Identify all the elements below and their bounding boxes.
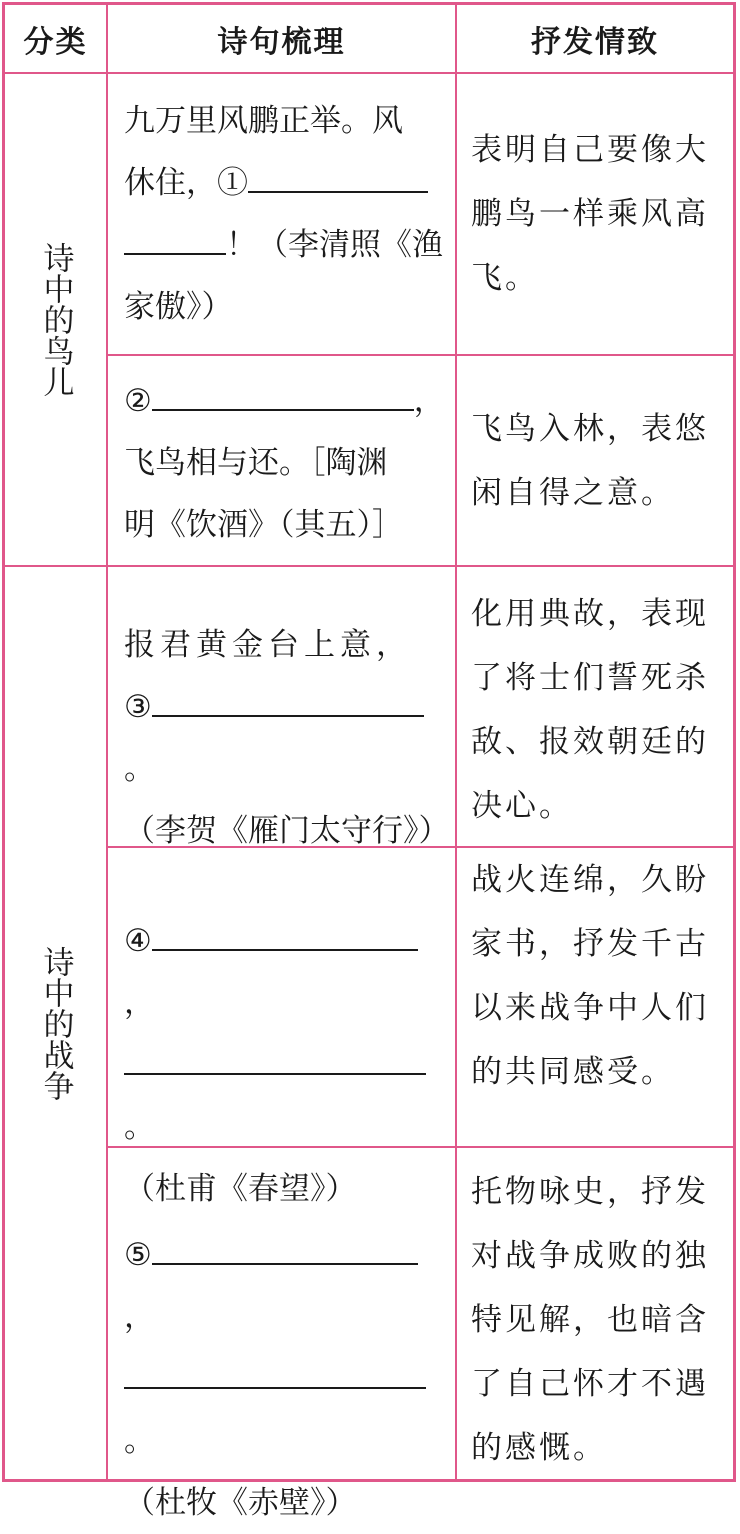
- row4-lines: ④， 。 （杜甫《春望》）: [108, 910, 455, 1146]
- row5-feeling: 托物咏史，抒发对战争成败的独特见解，也暗含了自己怀才不遇的感慨。: [471, 1174, 709, 1466]
- fill-blank-1[interactable]: [248, 161, 428, 193]
- row3-lines: 报君黄金台上意， ③。 （李贺《雁门太守行》）: [124, 627, 450, 849]
- table-border-right: [733, 2, 736, 1482]
- category-birds: 诗中的鸟儿: [37, 242, 74, 397]
- fill-blank-5[interactable]: [152, 1233, 418, 1265]
- row2-lines: ② ， 飞鸟相与还。［陶渊 明《饮酒》（其五）］: [108, 370, 455, 565]
- row1-lines: 九万里风鹏正举。风 休住，① ！（李清照《渔 家傲》）: [124, 103, 443, 325]
- header-category: 分类: [23, 24, 88, 60]
- fill-blank-1b[interactable]: [124, 223, 226, 255]
- fill-blank-4b[interactable]: [124, 1043, 426, 1075]
- header-lines: 诗句梳理: [217, 24, 346, 60]
- fill-blank-4[interactable]: [152, 919, 418, 951]
- fill-blank-3[interactable]: [152, 685, 424, 717]
- row1-feeling: 表明自己要像大鹏鸟一样乘风高飞。: [471, 132, 709, 296]
- row3-feeling: 化用典故，表现了将士们誓死杀敌、报效朝廷的决心。: [471, 596, 709, 824]
- group-divider: [2, 565, 736, 567]
- category-war: 诗中的战争: [37, 945, 74, 1101]
- fill-blank-5b[interactable]: [124, 1357, 426, 1389]
- header-feelings: 抒发情致: [531, 24, 659, 60]
- row4-feeling: 战火连绵，久盼家书，抒发千古以来战争中人们的共同感受。: [471, 862, 709, 1090]
- fill-blank-2[interactable]: [152, 379, 414, 411]
- row2-feeling: 飞鸟入林，表悠闲自得之意。: [471, 410, 709, 511]
- row5-lines: ⑤， 。 （杜牧《赤壁》）: [108, 1224, 455, 1479]
